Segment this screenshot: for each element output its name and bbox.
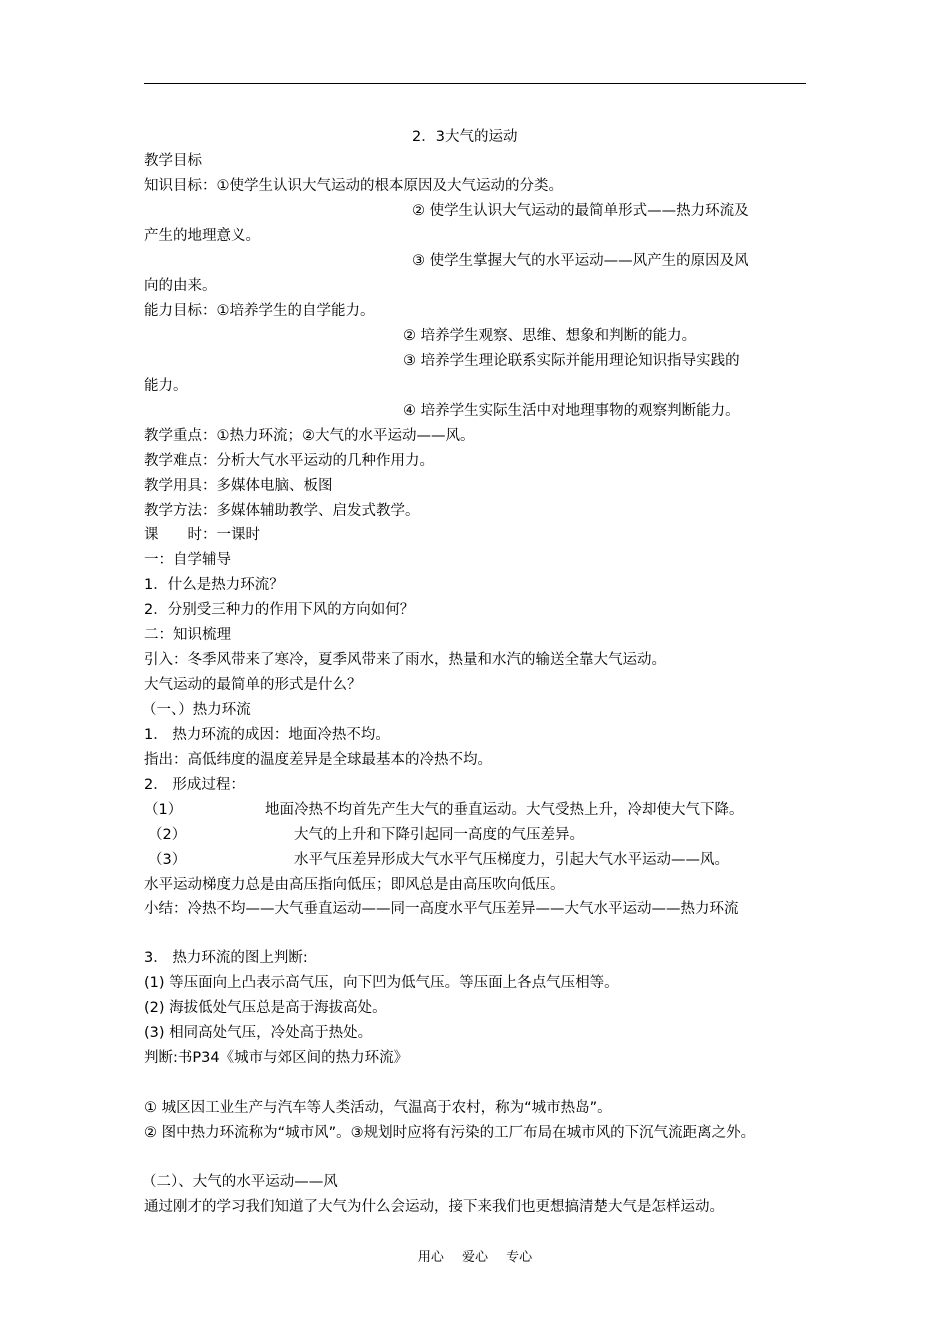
knowledge-goal-2: ② 使学生认识大气运动的最简单形式——热力环流及 bbox=[412, 203, 749, 219]
judge-rule-3: (3) 相同高处气压，冷处高于热处。 bbox=[144, 1025, 373, 1041]
city-wind: ② 图中热力环流称为“城市风”。③规划时应将有污染的工厂布局在城市风的下沉气流距离之外。 bbox=[144, 1125, 756, 1141]
subsection-wind: （二）、大气的水平运动——风 bbox=[142, 1174, 338, 1190]
page-footer: 用心 爱心 专心 bbox=[417, 1250, 533, 1265]
teaching-methods: 教学方法：多媒体辅助教学、启发式教学。 bbox=[144, 503, 420, 519]
difficulty: 教学难点：分析大气水平运动的几种作用力。 bbox=[144, 453, 434, 469]
knowledge-goal-3-cont: 向的由来。 bbox=[144, 278, 217, 294]
ability-goal-2: ② 培养学生观察、思维、想象和判断的能力。 bbox=[403, 328, 697, 344]
section-self-study: 一：自学辅导 bbox=[144, 552, 231, 568]
transition: 通过刚才的学习我们知道了大气为什么会运动，接下来我们也更想搞清楚大气是怎样运动。 bbox=[144, 1199, 724, 1215]
process-1-number: （1） bbox=[144, 802, 183, 818]
knowledge-goal-2-cont: 产生的地理意义。 bbox=[144, 228, 260, 244]
judge-heading: 3． 热力环流的图上判断: bbox=[144, 950, 308, 966]
process-1-text: 地面冷热不均首先产生大气的垂直运动。大气受热上升，冷却使大气下降。 bbox=[265, 802, 744, 818]
gradient-note: 水平运动梯度力总是由高压指向低压；即风总是由高压吹向低压。 bbox=[144, 877, 565, 893]
page-title: 2．3大气的运动 bbox=[412, 129, 518, 145]
ability-goal-3-cont: 能力。 bbox=[144, 378, 188, 394]
formation-process: 2． 形成过程： bbox=[144, 777, 245, 793]
process-2-number: （2） bbox=[148, 827, 187, 843]
ability-goal-1: 能力目标：①培养学生的自学能力。 bbox=[144, 303, 375, 319]
judge-rule-1: (1) 等压面向上凸表示高气压，向下凹为低气压。等压面上各点气压相等。 bbox=[144, 975, 619, 991]
header-rule bbox=[144, 83, 806, 84]
process-3-text: 水平气压差异形成大气水平气压梯度力，引起大气水平运动——风。 bbox=[294, 852, 729, 868]
key-points: 教学重点：①热力环流；②大气的水平运动——风。 bbox=[144, 428, 475, 444]
subsection-thermal: （一、）热力环流 bbox=[142, 702, 251, 718]
ability-goal-4: ④ 培养学生实际生活中对地理事物的观察判断能力。 bbox=[403, 403, 740, 419]
city-heat-island: ① 城区因工业生产与汽车等人类活动，气温高于农村，称为“城市热岛”。 bbox=[144, 1100, 612, 1116]
process-3-number: （3） bbox=[148, 852, 187, 868]
ability-goal-3: ③ 培养学生理论联系实际并能用理论知识指导实践的 bbox=[403, 353, 740, 369]
intro: 引入：冬季风带来了寒冷，夏季风带来了雨水，热量和水汽的输送全靠大气运动。 bbox=[144, 652, 666, 668]
question-2: 2．分别受三种力的作用下风的方向如何？ bbox=[144, 602, 415, 618]
lead-question: 大气运动的最简单的形式是什么？ bbox=[144, 677, 362, 693]
section-knowledge: 二：知识梳理 bbox=[144, 627, 231, 643]
judge-rule-2: (2) 海拔低处气压总是高于海拔高处。 bbox=[144, 1000, 387, 1016]
process-2-text: 大气的上升和下降引起同一高度的气压差异。 bbox=[294, 827, 584, 843]
knowledge-goal-1: 知识目标：①使学生认识大气运动的根本原因及大气运动的分类。 bbox=[144, 178, 563, 194]
summary: 小结：冷热不均——大气垂直运动——同一高度水平气压差异——大气水平运动——热力环流 bbox=[144, 901, 739, 917]
knowledge-goal-3: ③ 使学生掌握大气的水平运动——风产生的原因及风 bbox=[412, 253, 749, 269]
question-1: 1．什么是热力环流？ bbox=[144, 577, 284, 593]
thermal-cause: 1． 热力环流的成因：地面冷热不均。 bbox=[144, 727, 390, 743]
point-out: 指出：高低纬度的温度差异是全球最基本的冷热不均。 bbox=[144, 752, 492, 768]
goals-heading: 教学目标 bbox=[144, 153, 202, 169]
class-hours: 课 时：一课时 bbox=[144, 527, 260, 543]
teaching-tools: 教学用具：多媒体电脑、板图 bbox=[144, 478, 333, 494]
judge-reference: 判断:书P34《城市与郊区间的热力环流》 bbox=[144, 1050, 409, 1066]
